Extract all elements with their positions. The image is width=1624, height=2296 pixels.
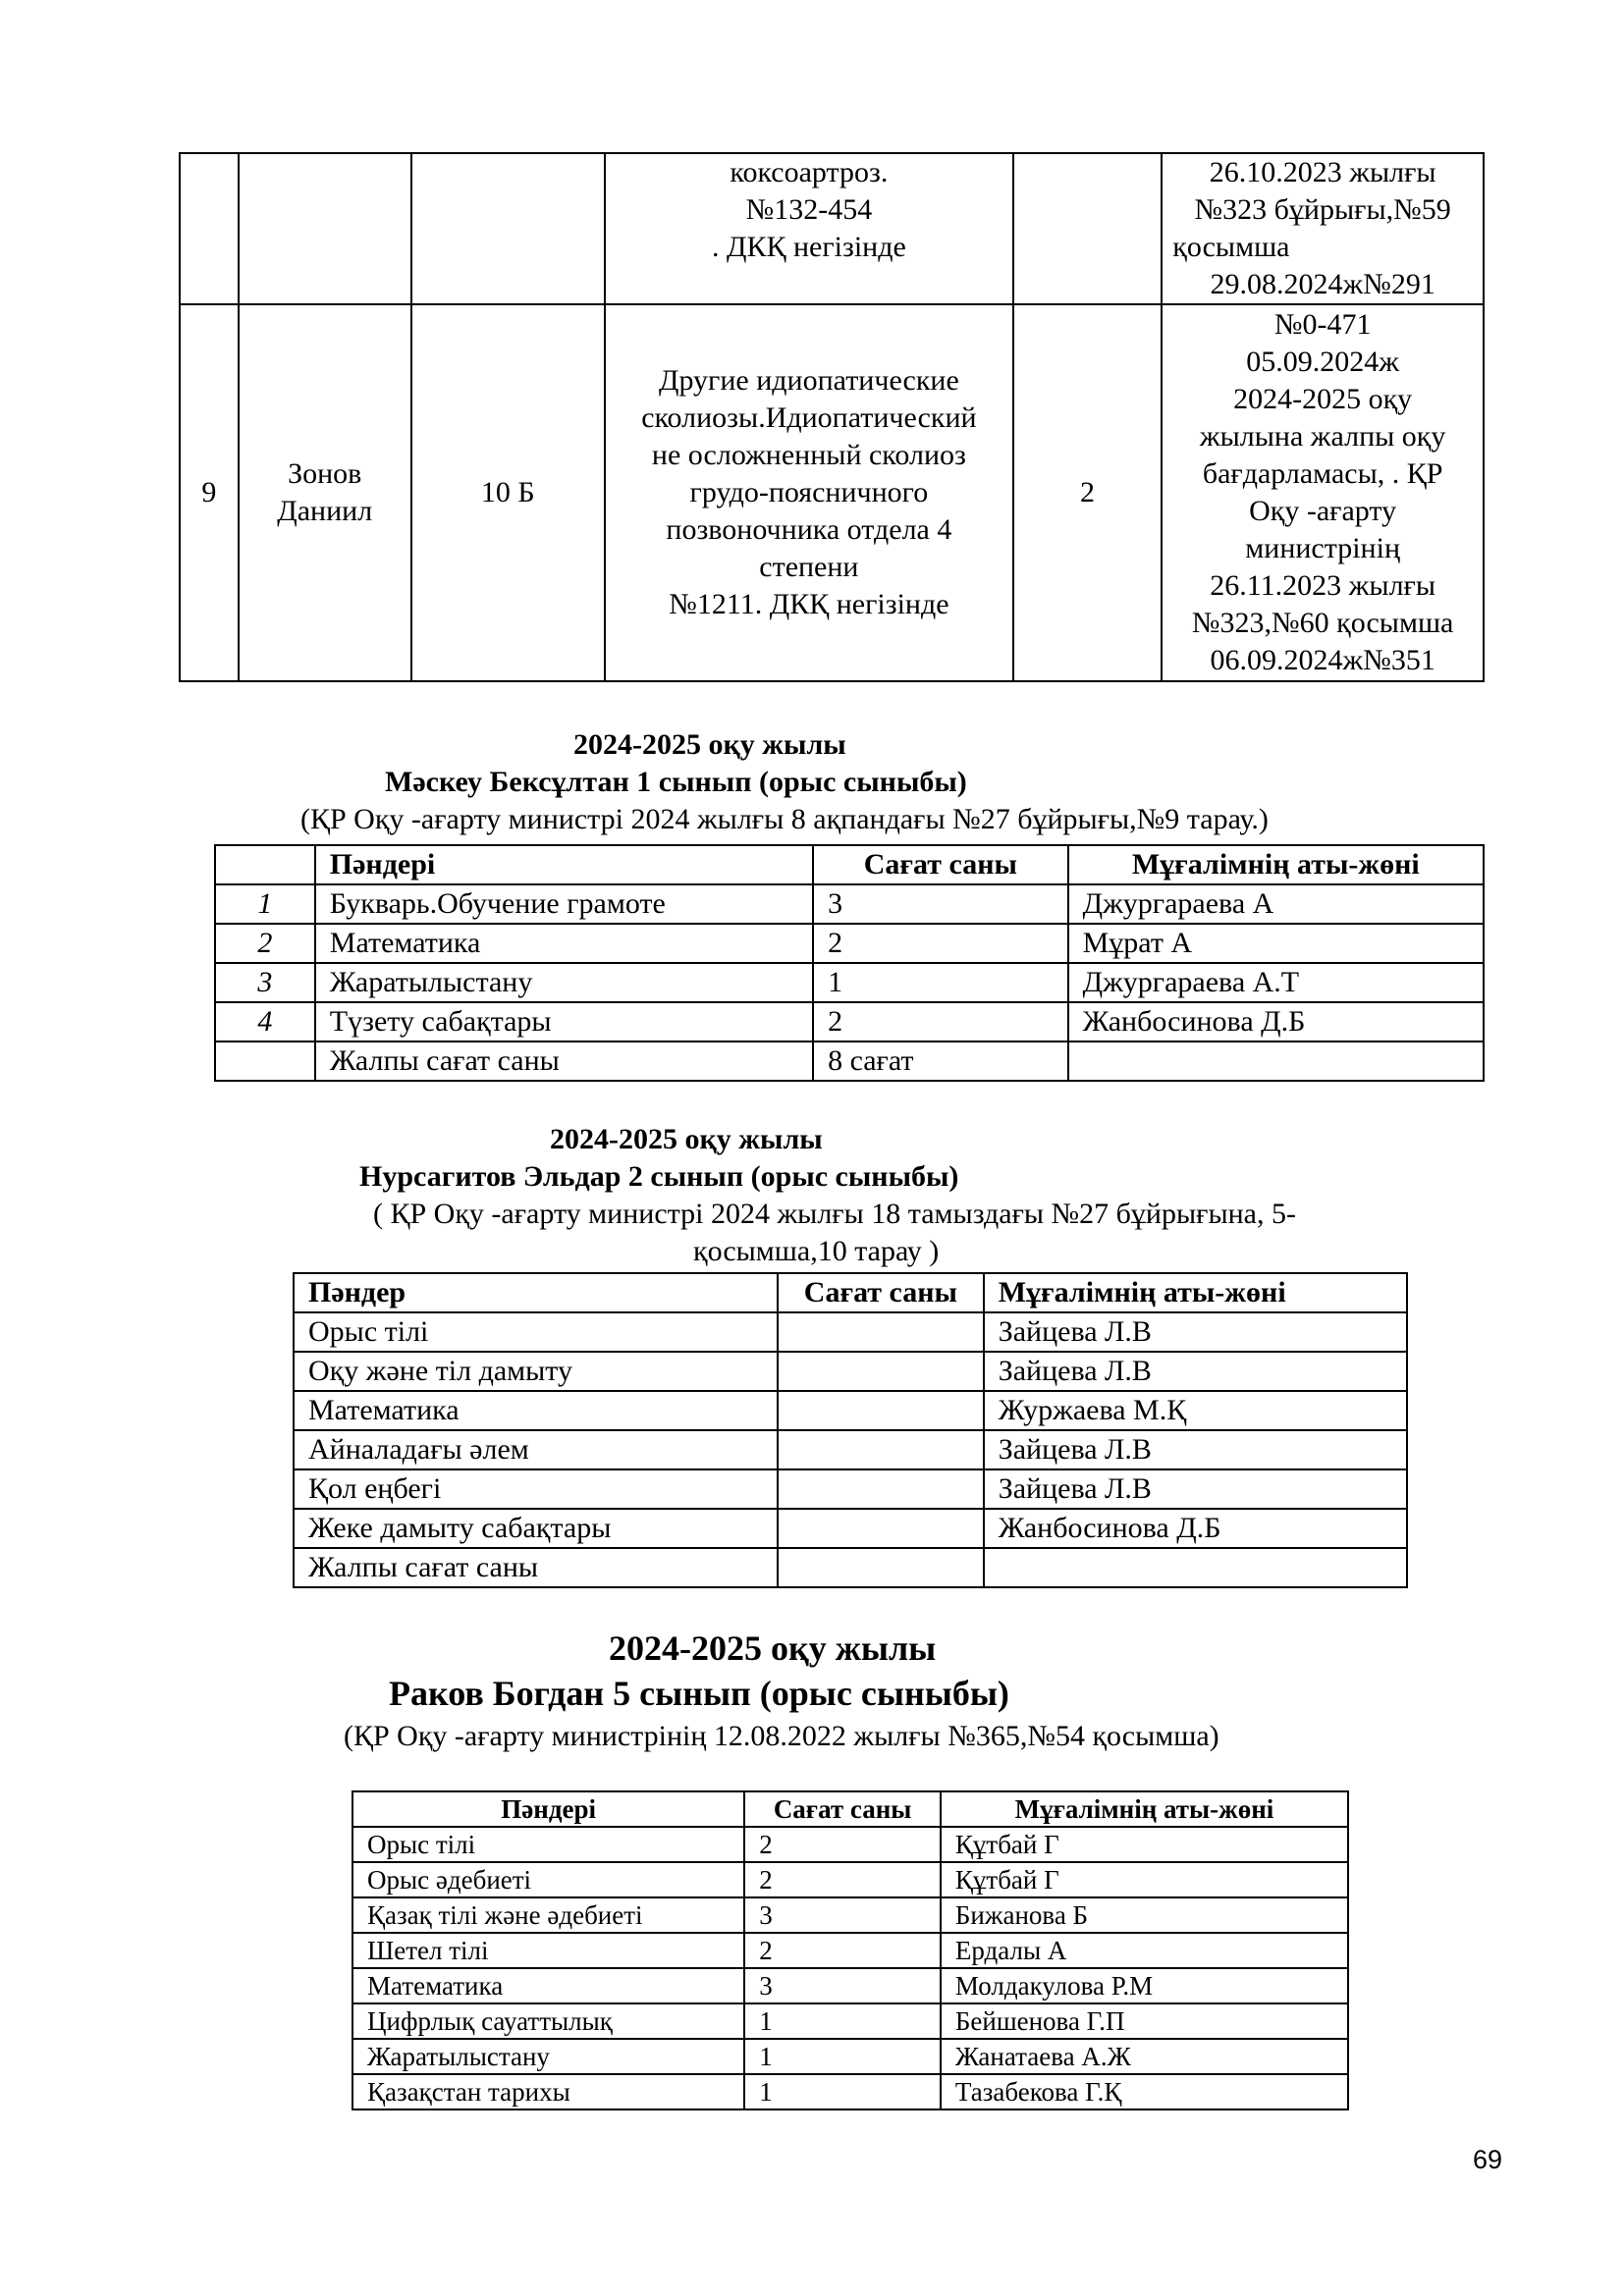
table-row	[215, 963, 1484, 1002]
section2-table	[293, 1272, 1408, 1588]
student-name	[239, 304, 411, 681]
student-name	[239, 153, 411, 304]
teacher-cell: Зайцева Л.В	[984, 1352, 1407, 1391]
row-number	[180, 153, 239, 304]
hours-cell: 1	[813, 963, 1068, 1002]
subject-cell: Қол еңбегі	[294, 1469, 778, 1509]
teacher-cell: Ердалы А	[941, 1933, 1348, 1968]
diagnosis-line: №132-454	[745, 193, 873, 226]
hours-cell: 3	[744, 1968, 941, 2003]
header-subject: Пәндер	[294, 1273, 778, 1312]
basis-line: 05.09.2024ж	[1246, 346, 1400, 378]
diagnosis-line: №1211. ДКҚ негізінде	[669, 588, 949, 620]
basis-line: 26.10.2023 жылғы	[1209, 156, 1436, 188]
teacher-cell	[984, 1548, 1407, 1587]
section2-note-line1: ( ҚР Оқу -ағарту министрі 2024 жылғы 18 тамыздағы №27 бұйрығына, 5-	[373, 1198, 1296, 1230]
section1-note: (ҚР Оқу -ағарту министрі 2024 жылғы 8 ақпандағы №27 бұйрығы,№9 тарау.)	[300, 803, 1269, 835]
table-row	[352, 1897, 1348, 1933]
row-number: 9	[180, 304, 239, 681]
section1-year: 2024-2025 оқу жылы	[573, 728, 846, 761]
table-row	[294, 1312, 1407, 1352]
table-row	[352, 1933, 1348, 1968]
subject-cell: Орыс тілі	[294, 1312, 778, 1352]
section3-year: 2024-2025 оқу жылы	[609, 1629, 937, 1668]
table-row	[352, 1827, 1348, 1862]
hours-cell	[778, 1391, 984, 1430]
row-number	[215, 1041, 315, 1081]
diagnosis-cell	[605, 304, 1013, 681]
teacher-cell: Зайцева Л.В	[984, 1312, 1407, 1352]
teacher-cell: Бижанова Б	[941, 1897, 1348, 1933]
subject-cell: Жаратылыстану	[315, 963, 813, 1002]
section1-table	[214, 844, 1485, 1082]
table-row	[180, 304, 1484, 681]
diagnosis-line: Другие идиопатические	[658, 364, 959, 397]
subject-cell: Орыс тілі	[352, 1827, 744, 1862]
row-number: 4	[215, 1002, 315, 1041]
hours-cell: 2	[813, 1002, 1068, 1041]
subject-cell: Жаратылыстану	[352, 2039, 744, 2074]
teacher-cell: Мұрат А	[1068, 924, 1484, 963]
subject-cell: Математика	[352, 1968, 744, 2003]
teacher-cell: Жанатаева А.Ж	[941, 2039, 1348, 2074]
header-hours: Сағат саны	[778, 1273, 984, 1312]
hours-cell: 2	[744, 1933, 941, 1968]
table-row	[352, 2003, 1348, 2039]
table-row	[294, 1352, 1407, 1391]
basis-line: №0-471	[1273, 308, 1372, 341]
subject-cell: Букварь.Обучение грамоте	[315, 884, 813, 924]
subject-cell: Жеке дамыту сабақтары	[294, 1509, 778, 1548]
table-row	[352, 1968, 1348, 2003]
subject-cell: Шетел тілі	[352, 1933, 744, 1968]
teacher-cell: Джургараева А.Т	[1068, 963, 1484, 1002]
section3-note: (ҚР Оқу -ағарту министрінің 12.08.2022 жылғы №365,№54 қосымша)	[344, 1720, 1219, 1752]
diagnosis-cell	[605, 153, 1013, 304]
teacher-cell: Жанбосинова Д.Б	[984, 1509, 1407, 1548]
section3-table	[352, 1790, 1349, 2110]
teacher-cell: Бейшенова Г.П	[941, 2003, 1348, 2039]
header-hours: Сағат саны	[744, 1791, 941, 1827]
subject-cell: Орыс әдебиеті	[352, 1862, 744, 1897]
table-row	[352, 1862, 1348, 1897]
hours-cell	[778, 1469, 984, 1509]
diagnosis-line: степени	[759, 551, 859, 583]
subject-cell: Қазақстан тарихы	[352, 2074, 744, 2109]
header-number	[215, 845, 315, 884]
teacher-cell: Құтбай Г	[941, 1862, 1348, 1897]
hours-cell: 1	[744, 2003, 941, 2039]
teacher-cell: Құтбай Г	[941, 1827, 1348, 1862]
subject-cell: Айналадағы әлем	[294, 1430, 778, 1469]
hours-cell	[778, 1352, 984, 1391]
diagnosis-line: грудо-поясничного	[689, 476, 929, 508]
hours-cell: 1	[744, 2074, 941, 2109]
hours-cell: 3	[813, 884, 1068, 924]
header-teacher: Мұғалімнің аты-жөні	[1068, 845, 1484, 884]
teacher-cell: Журжаева М.Қ	[984, 1391, 1407, 1430]
basis-line: 06.09.2024ж№351	[1210, 644, 1435, 676]
table-row	[215, 1002, 1484, 1041]
hours-cell	[778, 1430, 984, 1469]
diagnosis-line: позвоночника отдела 4	[666, 513, 952, 546]
hours-cell	[778, 1509, 984, 1548]
hours-cell: 3	[744, 1897, 941, 1933]
basis-line: №323 бұйрығы,№59	[1194, 193, 1451, 226]
section3-student: Раков Богдан 5 сынып (орыс сыныбы)	[389, 1674, 1009, 1713]
hours-cell: 2	[744, 1827, 941, 1862]
hours-cell: 2	[744, 1862, 941, 1897]
basis-cell	[1162, 153, 1484, 304]
page-number: 69	[1473, 2145, 1503, 2174]
header-subject: Пәндері	[352, 1791, 744, 1827]
basis-line: 2024-2025 оқу	[1233, 383, 1413, 415]
header-subject: Пәндері	[315, 845, 813, 884]
table-row	[294, 1391, 1407, 1430]
table-row	[215, 924, 1484, 963]
teacher-cell: Зайцева Л.В	[984, 1469, 1407, 1509]
diagnosis-line: не осложненный сколиоз	[651, 439, 966, 471]
diagnosis-line: коксоартроз.	[730, 156, 889, 188]
header-teacher: Мұғалімнің аты-жөні	[984, 1273, 1407, 1312]
table-row	[180, 153, 1484, 304]
subject-cell: Оқу және тіл дамыту	[294, 1352, 778, 1391]
teacher-cell: Зайцева Л.В	[984, 1430, 1407, 1469]
name-line: Даниил	[277, 495, 373, 527]
teacher-cell: Жанбосинова Д.Б	[1068, 1002, 1484, 1041]
continuation-table	[179, 152, 1485, 682]
table-header-row	[352, 1791, 1348, 1827]
basis-line: бағдарламасы, . ҚР	[1202, 457, 1443, 490]
row-number: 1	[215, 884, 315, 924]
table-row-total	[294, 1548, 1407, 1587]
basis-cell	[1162, 304, 1484, 681]
section1-student: Мәскеу Бексұлтан 1 сынып (орыс сыныбы)	[385, 766, 967, 798]
subject-cell: Жалпы сағат саны	[315, 1041, 813, 1081]
teacher-cell: Джургараева А	[1068, 884, 1484, 924]
section2-student: Нурсагитов Эльдар 2 сынып (орыс сыныбы)	[359, 1160, 959, 1193]
subject-cell: Түзету сабақтары	[315, 1002, 813, 1041]
hours-cell	[778, 1548, 984, 1587]
diagnosis-line: сколиозы.Идиопатический	[641, 401, 977, 434]
basis-line: жылына жалпы оқу	[1199, 420, 1446, 453]
subject-cell: Математика	[315, 924, 813, 963]
hours-cell: 1	[744, 2039, 941, 2074]
hours-cell	[778, 1312, 984, 1352]
basis-line: 29.08.2024ж№291	[1210, 268, 1435, 300]
table-row	[352, 2074, 1348, 2109]
table-row	[294, 1509, 1407, 1548]
table-header-row	[215, 845, 1484, 884]
hours-cell: 2	[1013, 304, 1163, 681]
table-header-row	[294, 1273, 1407, 1312]
diagnosis-line: . ДКҚ негізінде	[711, 231, 906, 263]
basis-line: 26.11.2023 жылғы	[1210, 569, 1435, 602]
header-teacher: Мұғалімнің аты-жөні	[941, 1791, 1348, 1827]
basis-line: Оқу -ағарту	[1249, 495, 1397, 527]
table-row	[294, 1430, 1407, 1469]
table-row	[352, 2039, 1348, 2074]
student-class: 10 Б	[411, 304, 605, 681]
subject-cell: Математика	[294, 1391, 778, 1430]
subject-cell: Қазақ тілі және әдебиеті	[352, 1897, 744, 1933]
table-row	[294, 1469, 1407, 1509]
hours-cell	[1013, 153, 1163, 304]
table-row	[215, 884, 1484, 924]
teacher-cell: Тазабекова Г.Қ	[941, 2074, 1348, 2109]
student-class	[411, 153, 605, 304]
row-number: 3	[215, 963, 315, 1002]
subject-cell: Жалпы сағат саны	[294, 1548, 778, 1587]
hours-cell: 2	[813, 924, 1068, 963]
name-line: Зонов	[288, 457, 362, 490]
section2-year: 2024-2025 оқу жылы	[550, 1123, 823, 1155]
basis-line: №323,№60 қосымша	[1191, 607, 1454, 639]
section2-note-line2: қосымша,10 тарау )	[693, 1235, 940, 1267]
header-hours: Сағат саны	[813, 845, 1068, 884]
teacher-cell	[1068, 1041, 1484, 1081]
basis-line: министрінің	[1245, 532, 1401, 564]
hours-cell: 8 сағат	[813, 1041, 1068, 1081]
subject-cell: Цифрлық сауаттылық	[352, 2003, 744, 2039]
row-number: 2	[215, 924, 315, 963]
basis-line: қосымша	[1172, 231, 1290, 263]
table-row-total	[215, 1041, 1484, 1081]
teacher-cell: Молдакулова Р.М	[941, 1968, 1348, 2003]
